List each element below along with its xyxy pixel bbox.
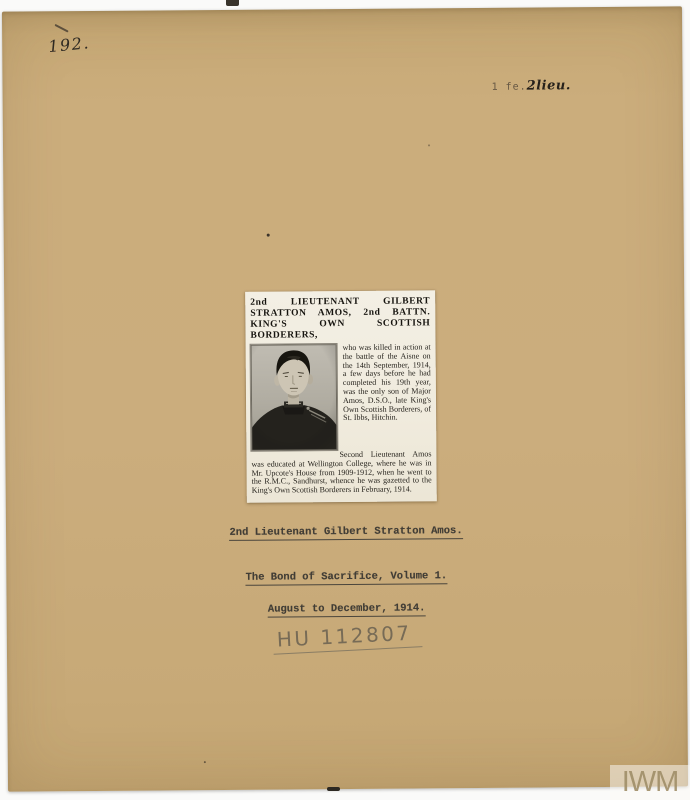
ink-annotation: 2lieu.: [526, 78, 571, 94]
clipping-headline-line-1: 2nd LIEUTENANT GILBERT: [250, 296, 431, 308]
typed-annotation: 1 fe.: [491, 81, 527, 93]
paper-speck: [267, 234, 270, 237]
clipping-headline-line-2: STRATTON AMOS, 2nd BATTN.: [250, 307, 431, 319]
caption-date-line: [7, 595, 687, 618]
iwm-watermark: [610, 765, 690, 800]
clipping-headline-line-3: KING'S OWN SCOTTISH BORDERERS,: [250, 318, 431, 341]
portrait-photo-illustration: [251, 344, 338, 451]
news-clipping: [245, 290, 437, 502]
mount-tab-mark: [226, 0, 239, 6]
clipping-paragraph-2: Second Lieutenant Amos was educated at Wellington College, where he was in Mr. Upcote's House from 1909-1912, when he went to the R.M.C., Sandhurst, whence he was gazetted to the King's Own Scottish Borderers in February, 1914.: [251, 449, 432, 495]
portrait-photo: [251, 344, 338, 451]
clipping-paragraph-1: who was killed in action at the battle of the Aisne on the 14th September, 1914, a few days before he had completed his 19th year, was the only son of Major Amos, D.S.O., late King's Own Scottish Borderers, of St. Ibbs, Hitchin.: [342, 342, 432, 423]
mount-clip-mark: [327, 787, 340, 791]
reference-number: HU 112807: [272, 620, 422, 655]
watermark-label: IWM: [621, 766, 679, 798]
caption-title-line: [6, 518, 686, 541]
handwritten-archive-number: 192.: [47, 33, 91, 57]
caption-title: 2nd Lieutenant Gilbert Stratton Amos.: [229, 525, 463, 539]
pen-tick-mark: [54, 24, 68, 33]
caption-source: The Bond of Sacrifice, Volume 1.: [245, 570, 448, 584]
paper-speck: [428, 144, 430, 146]
reference-number-line: [7, 621, 687, 653]
top-right-annotation: [491, 76, 570, 95]
paper-speck: [204, 761, 206, 763]
caption-source-line: [6, 563, 686, 586]
album-page-card: [2, 6, 688, 791]
caption-date: August to December, 1914.: [267, 602, 426, 616]
